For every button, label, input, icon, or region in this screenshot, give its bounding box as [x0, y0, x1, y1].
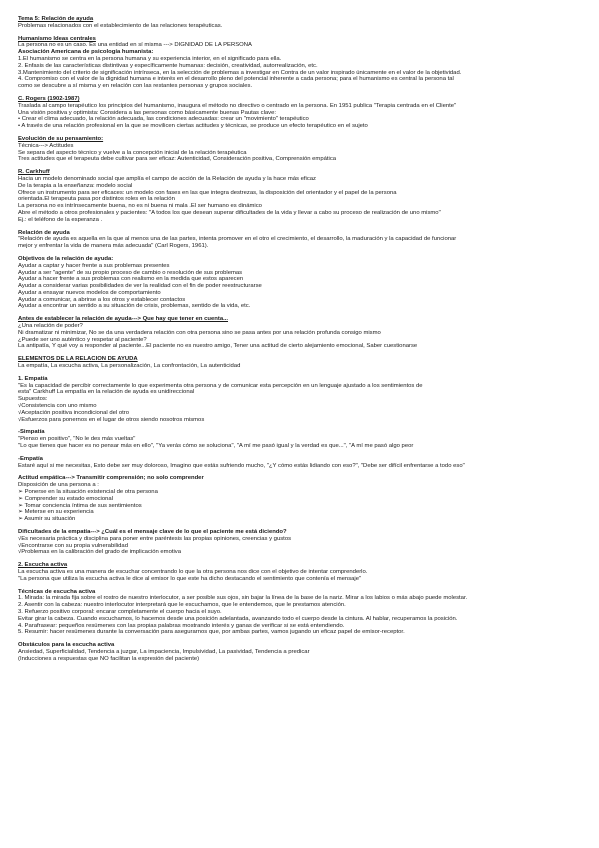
section-heading: Evolución de su pensamiento:: [18, 135, 104, 142]
text-line: Ej.: el teléfono de la esperanza .: [18, 216, 103, 223]
text-line: Ni dramatizar ni minimizar, No se da una verdadera relación con otra persona sino se pasa antes por una relación profunda consigo mismo: [18, 329, 381, 336]
section: [18, 589, 584, 637]
text-line: "Pienso en positivo", "No le des más vueltas": [18, 436, 136, 443]
text-line: Asociación Americana de psicología humanista:: [18, 49, 154, 56]
text-line: 5. Resumir: hacer resúmenes durante la conversación para asegurarnos que, por ambas partes, vamos jugando un eficaz papel de emisor-receptor.: [18, 629, 405, 636]
section: [18, 230, 584, 250]
document-page: [18, 16, 584, 669]
text-line: Disposición de una persona a :: [18, 482, 99, 489]
text-line: "Es la capacidad de percibir correctamente lo que experimenta otra persona y de comunicar esta percepción en un lenguaje ajustado a los sentimientos de: [18, 382, 423, 389]
text-line: ➢ Ponerse en la situación existencial de otra persona: [18, 489, 158, 496]
text-line: 3. Refuerzo positivo corporal: encarar completamente el cuerpo hacia el suyo.: [18, 608, 222, 615]
text-line: La escucha activa es una manera de escuchar concentrando lo que la otra persona nos dice con el objetivo de intentar comprenderlo.: [18, 568, 368, 575]
text-line: ¿Puede ser uno auténtico y respetar al paciente?: [18, 336, 147, 343]
text-line: Tres actitudes que el terapeuta debe cultivar para ser eficaz: Autenticidad, Consideración positiva, Comprensión empática: [18, 156, 337, 163]
text-line: √Aceptación positiva incondicional del otro: [18, 409, 129, 416]
text-line: Ayudar a hacer frente a sus problemas con realismo en la medida que estos aparecen: [18, 276, 244, 283]
text-line: Evitar girar la cabeza. Cuando escuchamos, lo hacemos desde una posición adelantada, avanzando todo el cuerpo desde la cintura. Al hablar, recuperamos la posición.: [18, 615, 458, 622]
section-heading: Dificultades de la empatía---> ¿Cuál es el mensaje clave de lo que el paciente me está diciendo?: [18, 529, 287, 535]
text-line: Técnica---> Actitudes: [18, 142, 74, 149]
text-line: • A través de una relación profesional en la que se movilicen ciertas actitudes y técnicas, se produce un efecto terapéutico en el sujeto: [18, 123, 368, 130]
text-line: ➢ Asumir su situación: [18, 516, 76, 523]
section-heading: ELEMENTOS DE LA RELACIÓN DE AYUDA: [18, 356, 138, 363]
text-line: mejor y enfrentar la vida de manera más adecuada" (Carl Rogers, 1961).: [18, 243, 209, 250]
text-line: Ayudar a encontrar un sentido a su situación de crisis, problemas, sentido de la vida, etc.: [18, 303, 251, 310]
section: [18, 36, 584, 90]
text-line: 1. Mirada: la mirada fija sobre el rostro de nuestro interlocutor, a ser posible sus ojos, sin bajar la línea de la base de la nariz. Mirar a los labios o más abajo puede molestar.: [18, 595, 468, 602]
text-line: (Inducciones a respuestas que NO facilitan la expresión del paciente): [18, 655, 200, 662]
text-line: 2. Asentir con la cabeza: nuestro interlocutor interpretará que le escuchamos, que le entendemos, que le prestamos atención.: [18, 602, 346, 609]
text-line: orientada.El terapeuta pasa por distintos roles en la relación: [18, 196, 175, 203]
section: [18, 316, 584, 350]
text-line: esta" Carkhuff La empatía en la relación de ayuda es unidireccional: [18, 389, 195, 396]
text-line: √Encontrarse con su propia vulnerabilidad: [18, 542, 128, 549]
text-line: "Lo que tienes que hacer es no pensar más en ello", "Ya verás cómo se soluciona", "A mí me pasó igual y la verdad es que...", "A mí me pasó algo peor: [18, 443, 414, 450]
section-heading: 2. Escucha activa: [18, 562, 68, 569]
text-line: Ayudar a comunicar, a abrirse a los otros y establecer contactos: [18, 296, 186, 303]
section: [18, 356, 584, 370]
text-line: √Esfuerzos para ponernos en el lugar de otros siendo nosotros mismos: [18, 416, 205, 423]
text-line: ➢ Tomar conciencia íntima de sus sentimientos: [18, 502, 142, 509]
text-line: Ayudar a ensayar nuevos modelos de comportamiento: [18, 289, 161, 296]
section: [18, 16, 584, 30]
text-line: Abre el método a otros profesionales y pacientes: "A todos los que desean superar dificultades de la vida y llevar a cabo su proceso de realización de uno mismo": [18, 209, 441, 216]
text-line: La antipatía, Y qué voy a responder al paciente...El paciente no es nuestro amigo, Tener una actitud de cierto alejamiento emocional, Saber cuestionarse: [18, 343, 418, 350]
text-line: Traslada al campo terapéutico los principios del humanismo, inaugura el método no directivo o centrado en la persona. En 1951 publica "Terapia centrada en el Cliente": [18, 102, 457, 109]
section-heading: Actitud empática---> Transmitir comprensión; no solo comprender: [18, 475, 204, 482]
section-heading: -Empatía: [18, 455, 43, 462]
text-line: Ayudar a considerar varias posibilidades de ver la realidad con el fin de poder reestructurarse: [18, 283, 262, 290]
text-line: como se descubre a sí misma y en relación con las restantes personas y grupos sociales.: [18, 83, 253, 90]
section: [18, 96, 584, 130]
section: [18, 429, 584, 449]
text-line: Ofrece un instrumento para ser eficaces: un modelo con fases en las que integra destrezas, la disposición del orientador y el papel de la persona: [18, 189, 397, 196]
section-heading: C. Rogers (1902-1987): [18, 95, 80, 102]
section-heading: Antes de establecer la relación de ayuda---> Que hay que tener en cuenta...: [18, 316, 229, 323]
section-heading: 1. Empatía: [18, 375, 48, 382]
section-heading: Relación de ayuda: [18, 229, 70, 236]
section-heading: Técnicas de escucha activa: [18, 588, 96, 595]
text-line: • Crear el clima adecuado, la relación adecuada, las condiciones adecuadas: crear un "movimiento" terapéutico: [18, 116, 309, 123]
text-line: La persona no es un caso. Es una entidad en sí misma ---> DIGNIDAD DE LA PERSONA: [18, 42, 252, 49]
section: [18, 475, 584, 523]
section-heading: R. Carkhuff: [18, 169, 50, 176]
text-line: 4. Compromiso con el valor de la dignidad humana e interés en el desarrollo pleno del potencial inherente a cada persona; para el humanismo es central la persona tal: [18, 76, 454, 83]
text-line: ➢ Comprender su estado emocional: [18, 495, 113, 502]
text-line: Una visión positiva y optimista: Considera a las personas como básicamente buenas Pautas clave:: [18, 109, 277, 116]
section: [18, 376, 584, 424]
text-line: √Problemas en la calibración del grado de implicación emotiva: [18, 549, 182, 556]
section-heading: -Simpatía: [18, 429, 45, 436]
text-line: De la terapia a la enseñanza: modelo social: [18, 182, 133, 189]
text-line: La persona no es intrínsecamente buena, no es ni buena ni mala .El ser humano es dinámico: [18, 203, 262, 210]
section: [18, 642, 584, 662]
section: [18, 256, 584, 310]
section: [18, 456, 584, 470]
text-line: Problemas relacionados con el establecimiento de las relaciones terapéuticas.: [18, 22, 223, 29]
section: [18, 136, 584, 163]
section-heading: Objetivos de la relación de ayuda:: [18, 255, 114, 262]
text-line: 3.Mantenimiento del criterio de significación intrínseca, en la selección de problemas a investigar en Contra de un valor inspirado únicamente en el valor de la objetividad.: [18, 69, 462, 76]
text-line: √Es necesaria práctica y disciplina para poner entre paréntesis las propias opiniones, creencias y gustos: [18, 535, 292, 542]
text-line: Ayudar a ser "agente" de su propio proceso de cambio o resolución de sus problemas: [18, 269, 243, 276]
text-line: Hacia un modelo denominado social que amplía el campo de acción de la Relación de ayuda y la hace más eficaz: [18, 175, 316, 182]
text-line: 1.El humanismo se centra en la persona humana y su experiencia interior, en el significado para ella.: [18, 55, 282, 62]
section-heading: Tema 5: Relación de ayuda: [18, 16, 94, 22]
text-line: "La persona que utiliza la escucha activa le dice al emisor lo que este ha dicho destacando el sentimiento que contenía el mensaje": [18, 575, 362, 582]
section: [18, 529, 584, 556]
text-line: La empatía, La escucha activa, La personalización, La confrontación, La autenticidad: [18, 363, 241, 370]
text-line: Ansiedad, Superficialidad, Tendencia a juzgar, La impaciencia, Impulsividad, La pasividad, Tendencia a predicar: [18, 648, 310, 655]
text-line: Estaré aquí si me necesitas, Esto debe ser muy doloroso, Imagino que estás sufriendo mucho, "¿Y cómo estás lidiando con eso?", "Debe ser difícil enfrentarse a todo eso": [18, 462, 465, 469]
text-line: Se separa del aspecto técnico y vuelve a la concepción inicial de la relación terapéutica: [18, 149, 247, 156]
text-line: √Consistencia con uno mismo: [18, 403, 97, 410]
section: [18, 169, 584, 223]
text-line: Ayudar a captar y hacer frente a sus problemas presentes: [18, 262, 170, 269]
text-line: Supuestos:: [18, 396, 48, 403]
text-line: 4. Parafrasear: pequeños resúmenes con las propias palabras mostrando interés y ganas de verificar si se está entendiendo.: [18, 622, 345, 629]
section: [18, 562, 584, 582]
text-line: ➢ Meterse en su experiencia: [18, 509, 94, 516]
text-line: "Relación de ayuda es aquella en la que al menos una de las partes, intenta promover en el otro el crecimiento, el desarrollo, la maduración y la capacidad de funcionar: [18, 236, 457, 243]
text-line: 2. Énfasis de las características distintivas y específicamente humanas: decisión, creatividad, autorrealización, etc.: [18, 62, 318, 69]
section-heading: Obstáculos para la escucha activa: [18, 642, 115, 649]
text-line: ¿Una relación de poder?: [18, 323, 83, 330]
section-heading: Humanismo Ideas centrales: [18, 35, 96, 42]
